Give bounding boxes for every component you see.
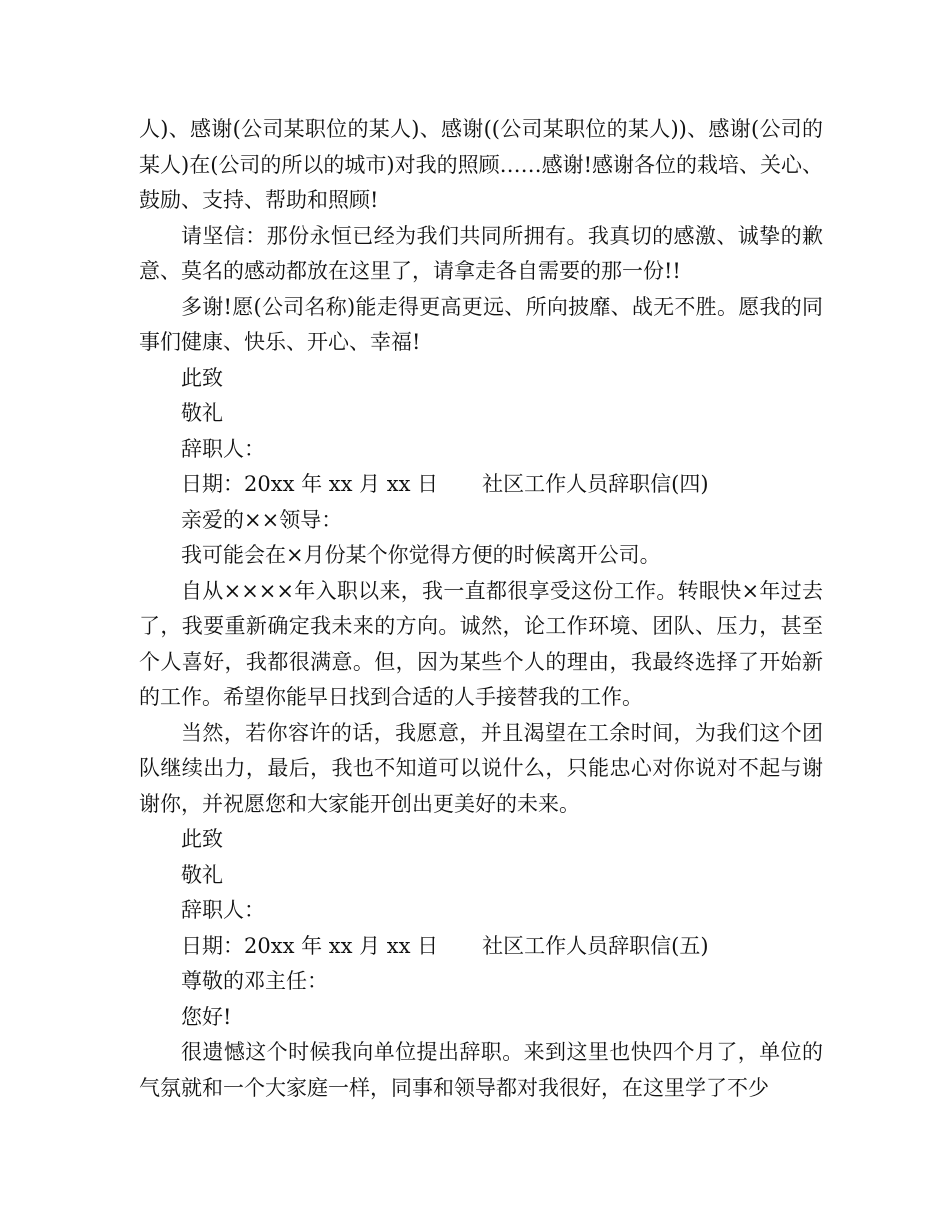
closing-regards: 敬礼 — [181, 862, 223, 887]
paragraph-leave-notice: 我可能会在×月份某个你觉得方便的时候离开公司。 — [181, 543, 661, 567]
signature-label: 辞职人： — [181, 898, 265, 922]
closing-salutation: 此致 — [181, 365, 223, 390]
letter-four-heading: 社区工作人员辞职信(四) — [482, 472, 709, 496]
paragraph-wishes: 多谢!愿(公司名称)能走得更高更远、所向披靡、战无不胜。愿我的同事们健康、快乐、开心、幸福! — [139, 294, 823, 354]
date-and-heading-line — [139, 929, 823, 965]
date-and-heading-line — [139, 467, 823, 503]
paragraph-thanks-continued: 人)、感谢(公司某职位的某人)、感谢((公司某职位的某人))、感谢(公司的某人)在(公司的所以的城市)对我的照顾……感谢!感谢各位的栽培、关心、鼓励、支持、帮助和照顾! — [139, 117, 824, 212]
date-line: 日期：20xx 年 xx 月 xx 日 — [181, 933, 439, 958]
greeting-leader: 亲爱的××领导： — [181, 507, 343, 532]
closing-salutation: 此致 — [181, 827, 223, 851]
paragraph-career: 自从××××年入职以来，我一直都很享受这份工作。转眼快×年过去了，我要重新确定我未来的方向。诚然，论工作环境、团队、压力，甚至个人喜好，我都很满意。但，因为某些个人的理由，我最终选择了开始新的工作。希望你能早日找到合适的人手接替我的工作。 — [139, 578, 823, 709]
greeting-hello: 您好! — [181, 1004, 232, 1029]
paragraph-regret: 很遗憾这个时候我向单位提出辞职。来到这里也快四个月了，单位的气氛就和一个大家庭一样，同事和领导都对我很好，在这里学了不少 — [139, 1040, 823, 1100]
paragraph-offer-help: 当然，若你容许的话，我愿意，并且渴望在工余时间，为我们这个团队继续出力，最后，我也不知道可以说什么，只能忠心对你说对不起与谢谢你，并祝愿您和大家能开创出更美好的未来。 — [139, 720, 823, 816]
paragraph-believe: 请坚信：那份永恒已经为我们共同所拥有。我真切的感激、诚挚的歉意、莫名的感动都放在这里了，请拿走各自需要的那一份!! — [139, 223, 823, 283]
signature-label: 辞职人： — [181, 436, 265, 461]
letter-five-heading: 社区工作人员辞职信(五) — [482, 933, 709, 958]
date-line: 日期：20xx 年 xx 月 xx 日 — [181, 472, 439, 496]
greeting-director: 尊敬的邓主任： — [181, 969, 328, 993]
document-body — [139, 112, 823, 1106]
closing-regards: 敬礼 — [181, 401, 223, 425]
